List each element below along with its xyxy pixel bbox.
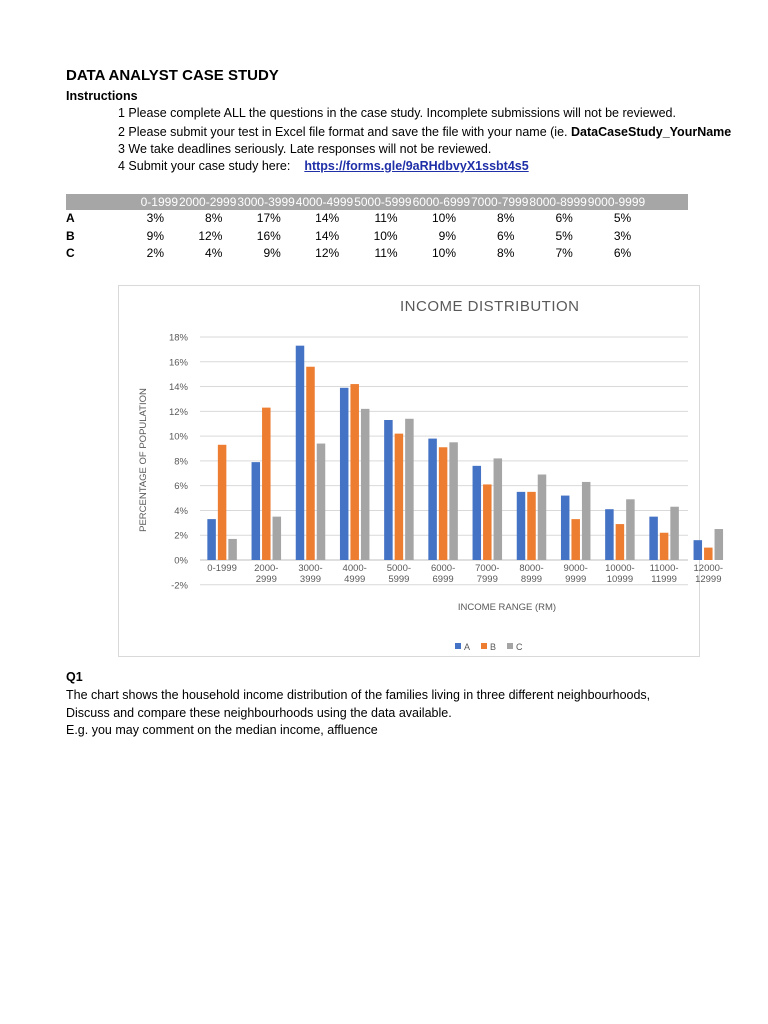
table-cell: 8% — [497, 211, 515, 225]
table-cell: 5% — [555, 229, 573, 243]
y-tick-label: 6% — [174, 481, 188, 493]
table-cell: 7% — [555, 246, 573, 260]
instruction-3-text: 3 We take deadlines seriously. Late responses will not be reviewed. — [118, 142, 492, 156]
bar-c — [449, 442, 458, 560]
table-cell: 14% — [315, 211, 340, 225]
table-header-1: 0-1999 — [140, 195, 178, 209]
bar-a — [694, 540, 703, 560]
bar-b — [218, 445, 227, 560]
chart-title: INCOME DISTRIBUTION — [400, 298, 580, 315]
table-cell: 3% — [146, 211, 164, 225]
bar-c — [582, 482, 591, 560]
table-cell: 10% — [373, 229, 398, 243]
table-cell: 10% — [431, 246, 456, 260]
bar-b — [527, 492, 536, 560]
table-cell: 11% — [374, 211, 398, 225]
legend-swatch-c — [507, 643, 513, 649]
table-cell: 5% — [613, 211, 632, 225]
table-row-label: A — [66, 211, 75, 225]
y-axis-title: PERCENTAGE OF POPULATION — [138, 388, 149, 532]
bar-a — [473, 466, 482, 560]
instructions-heading: Instructions — [66, 89, 138, 103]
legend-swatch-b — [481, 643, 487, 649]
table-cell: 4% — [205, 246, 223, 260]
bar-c — [317, 444, 326, 560]
bar-a — [252, 462, 260, 560]
bar-a — [428, 439, 437, 560]
table-header-3: 3000-3999 — [237, 195, 295, 209]
bar-b — [306, 367, 315, 560]
table-cell: 16% — [256, 229, 281, 243]
table-header-8: 8000-8999 — [529, 195, 587, 209]
bar-a — [296, 346, 305, 560]
table-row-label: C — [66, 246, 75, 260]
bar-c — [494, 458, 503, 560]
bar-b — [571, 519, 580, 560]
table-cell: 10% — [431, 211, 456, 225]
bar-c — [715, 529, 724, 560]
x-tick-label: 5000-5999 — [386, 563, 412, 585]
bar-b — [704, 548, 713, 560]
question-label: Q1 — [66, 670, 83, 684]
instruction-1-text: 1 Please complete ALL the questions in the case study. Incomplete submissions will not be reviewed. — [118, 106, 676, 120]
table-cell: 9% — [263, 246, 281, 260]
y-tick-label: -2% — [171, 580, 188, 592]
question-line-3: E.g. you may comment on the median income, affluence — [66, 723, 378, 737]
bar-b — [350, 384, 359, 560]
legend-label-a: A — [464, 642, 471, 652]
bar-c — [405, 419, 414, 560]
x-tick-label: 0-1999 — [207, 563, 237, 574]
table-cell: 6% — [497, 229, 515, 243]
bar-a — [649, 517, 658, 560]
table-header-5: 5000-5999 — [354, 195, 412, 209]
question-line-2: Discuss and compare these neighbourhoods using the data available. — [66, 706, 452, 720]
instruction-2-filename: DataCaseStudy_YourName — [571, 125, 732, 139]
x-tick-label: 10000-10999 — [605, 563, 635, 585]
table-cell: 17% — [256, 211, 281, 225]
table-cell: 9% — [438, 229, 456, 243]
bar-b — [439, 447, 448, 560]
table-header-7: 7000-7999 — [471, 195, 529, 209]
x-tick-label: 4000-4999 — [342, 563, 367, 585]
question-line-1: The chart shows the household income distribution of the families living in three different neighbourhoods, — [66, 688, 651, 702]
table-cell: 11% — [374, 246, 398, 260]
x-tick-label: 3000-3999 — [298, 563, 323, 585]
x-tick-label: 7000-7999 — [475, 563, 500, 585]
table-cell: 8% — [205, 211, 223, 225]
table-cell: 8% — [497, 246, 515, 260]
table-row-label: B — [66, 229, 75, 243]
instruction-4-text: 4 Submit your case study here: — [118, 159, 291, 173]
bar-a — [561, 496, 570, 560]
x-axis-title: INCOME RANGE (RM) — [457, 602, 557, 613]
table-header-2: 2000-2999 — [179, 195, 237, 209]
y-tick-label: 0% — [174, 555, 188, 567]
bar-c — [361, 409, 370, 560]
x-tick-label: 12000-12999 — [693, 563, 724, 585]
bar-b — [483, 484, 492, 560]
legend-swatch-a — [455, 643, 461, 649]
y-tick-label: 10% — [168, 431, 188, 443]
x-tick-label: 11000-11999 — [649, 563, 679, 585]
bar-c — [273, 517, 282, 560]
table-cell: 2% — [146, 246, 164, 260]
table-cell: 12% — [198, 229, 223, 243]
table-cell: 9% — [146, 229, 164, 243]
table-header-6: 6000-6999 — [412, 195, 470, 209]
bar-c — [228, 539, 237, 560]
y-tick-label: 16% — [168, 357, 188, 369]
bar-a — [340, 388, 349, 560]
submission-link[interactable]: https://forms.gle/9aRHdbvyX1ssbt4s5 — [304, 159, 529, 173]
table-header-4: 4000-4999 — [295, 195, 354, 209]
x-tick-label: 2000-2999 — [254, 563, 279, 585]
table-cell: 12% — [315, 246, 340, 260]
legend-label-c: C — [516, 642, 523, 652]
bar-c — [670, 507, 679, 560]
x-tick-label: 9000-9999 — [563, 563, 588, 585]
bar-c — [626, 499, 635, 560]
bar-b — [262, 408, 271, 560]
instruction-2-text: 2 Please submit your test in Excel file format and save the file with your name (ie. — [118, 125, 571, 139]
y-tick-label: 4% — [174, 505, 188, 517]
document-title: DATA ANALYST CASE STUDY — [66, 67, 279, 84]
bar-b — [395, 434, 404, 560]
y-tick-label: 14% — [168, 382, 188, 394]
table-cell: 14% — [315, 229, 340, 243]
bar-b — [660, 533, 669, 560]
x-tick-label: 6000-6999 — [430, 563, 456, 585]
bar-c — [538, 475, 547, 560]
y-tick-label: 2% — [174, 530, 188, 542]
y-tick-label: 12% — [168, 406, 188, 418]
y-tick-label: 18% — [168, 332, 188, 344]
bar-a — [384, 420, 393, 560]
bar-a — [517, 492, 526, 560]
table-cell: 6% — [613, 246, 632, 260]
legend-label-b: B — [490, 642, 497, 652]
table-cell: 3% — [613, 229, 632, 243]
table-cell: 6% — [555, 211, 573, 225]
bar-a — [605, 509, 614, 560]
x-tick-label: 8000-8999 — [519, 563, 544, 585]
table-header-9: 9000-9999 — [587, 195, 646, 209]
y-tick-label: 8% — [174, 456, 188, 468]
bar-b — [616, 524, 625, 560]
bar-a — [207, 519, 216, 560]
